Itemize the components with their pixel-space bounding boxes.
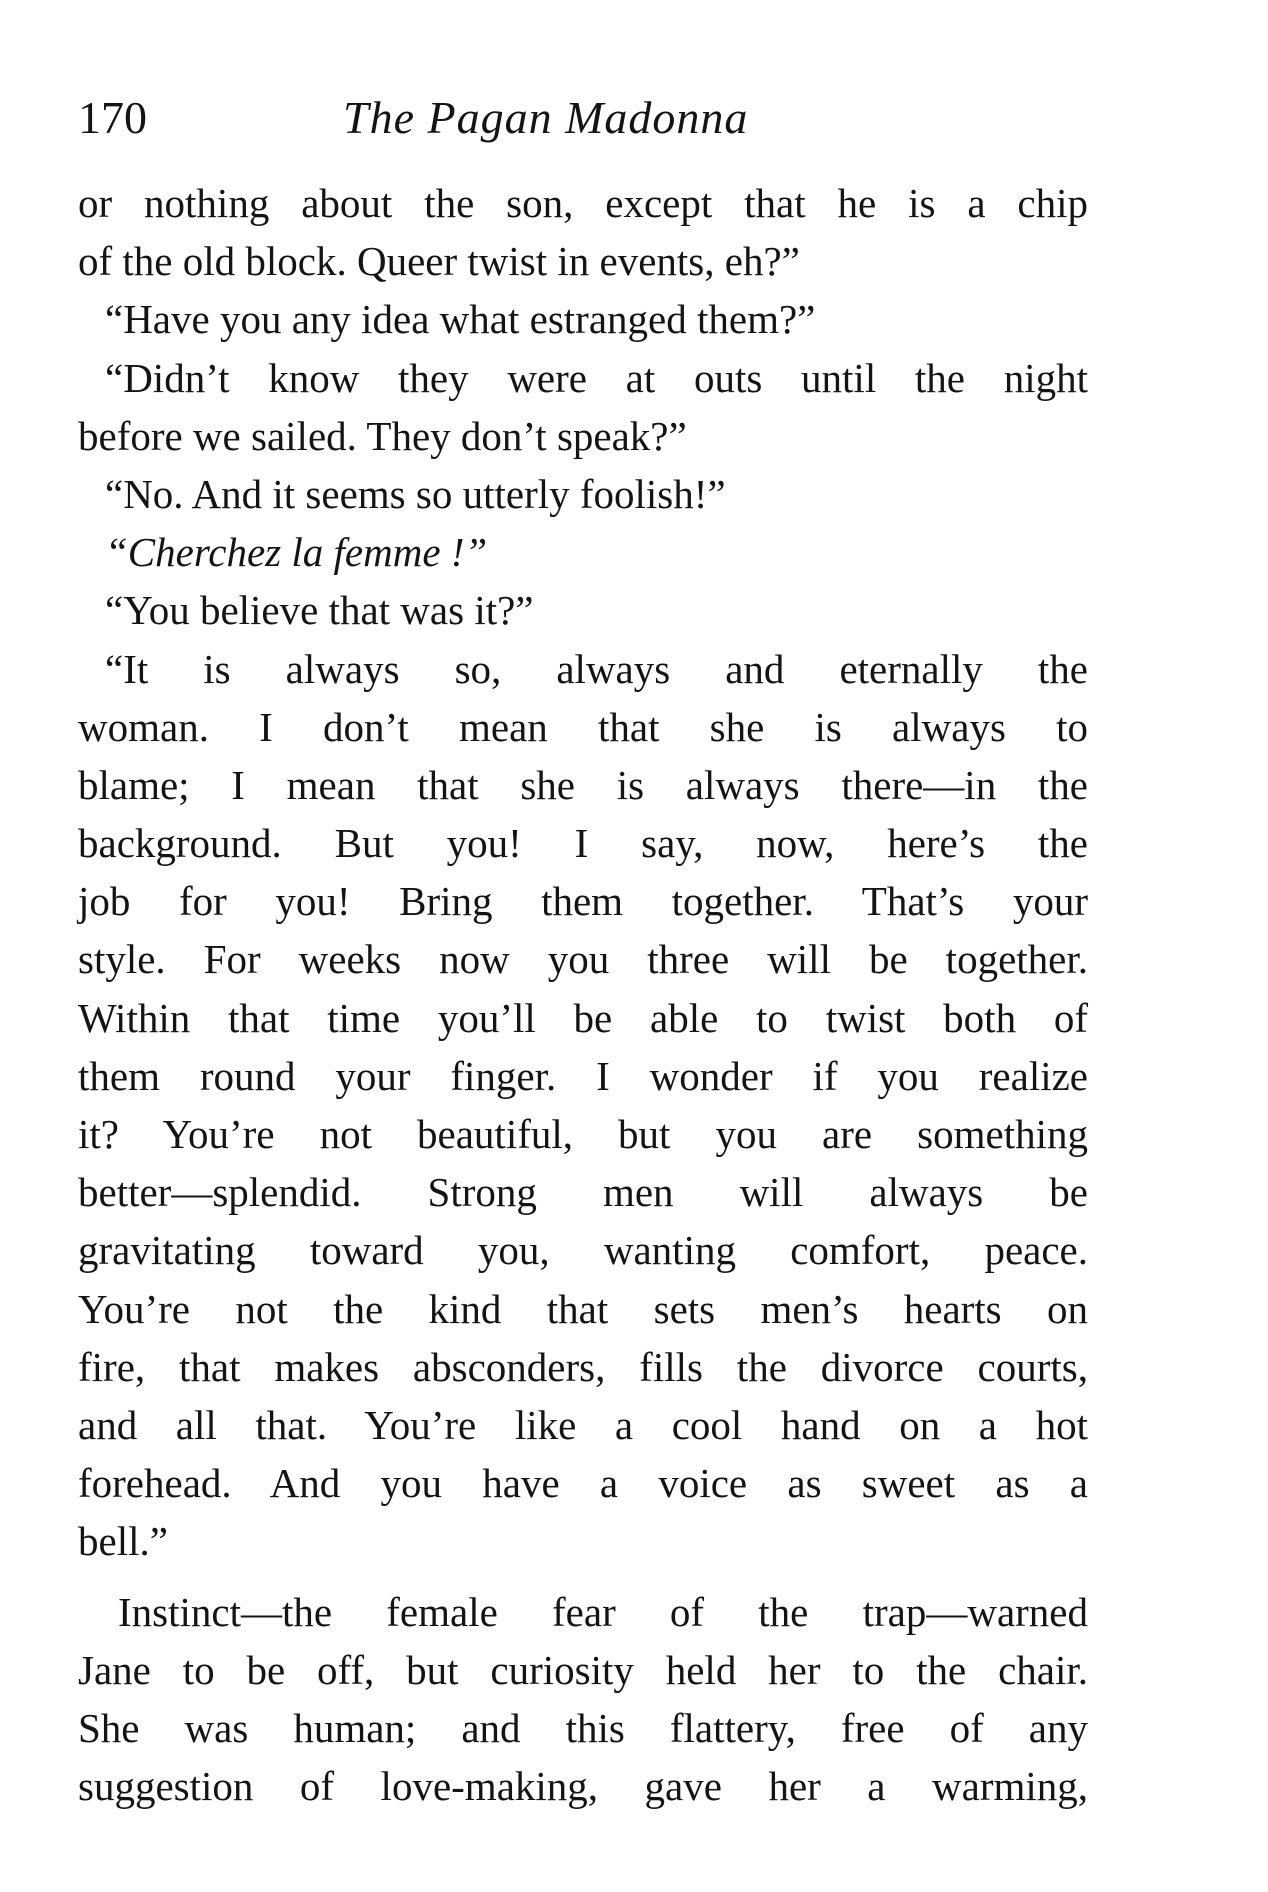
text-line: blame; I mean that she is always there—in the bbox=[78, 761, 1088, 808]
text-line: of the old block. Queer twist in events, eh?” bbox=[78, 238, 800, 285]
text-line: them round your finger. I wonder if you realize bbox=[78, 1052, 1088, 1099]
text-line: woman. I don’t mean that she is always to bbox=[78, 703, 1088, 750]
text-line: style. For weeks now you three will be together. bbox=[78, 936, 1088, 983]
book-title: The Pagan Madonna bbox=[343, 92, 749, 143]
text-line: better—splendid. Strong men will always be bbox=[78, 1169, 1088, 1216]
body-text bbox=[78, 174, 1088, 1815]
text-line: it? You’re not beautiful, but you are something bbox=[78, 1111, 1088, 1157]
text-line: Within that time you’ll be able to twist both of bbox=[78, 994, 1088, 1041]
page-number: 170 bbox=[78, 92, 147, 143]
text-line: or nothing about the son, except that he is a chip bbox=[78, 180, 1088, 226]
text-line: gravitating toward you, wanting comfort, peace. bbox=[78, 1227, 1088, 1274]
text-line: “You believe that was it?” bbox=[105, 587, 534, 634]
text-line: “No. And it seems so utterly foolish!” bbox=[105, 470, 726, 517]
text-line: background. But you! I say, now, here’s the bbox=[78, 820, 1088, 867]
text-line: Instinct—the female fear of the trap—warned bbox=[118, 1588, 1088, 1635]
text-line: job for you! Bring them together. That’s your bbox=[78, 878, 1088, 925]
text-line: bell.” bbox=[78, 1518, 168, 1565]
text-line: suggestion of love-making, gave her a warming, bbox=[78, 1763, 1088, 1810]
text-line: “Have you any idea what estranged them?” bbox=[105, 296, 816, 343]
text-line: “Didn’t know they were at outs until the night bbox=[105, 354, 1088, 401]
text-line: “Cherchez la femme !” bbox=[105, 529, 488, 576]
text-line: before we sailed. They don’t speak?” bbox=[78, 412, 687, 459]
text-line: forehead. And you have a voice as sweet as a bbox=[78, 1460, 1088, 1507]
text-line: You’re not the kind that sets men’s hearts on bbox=[78, 1285, 1088, 1332]
text-line: fire, that makes absconders, fills the divorce courts, bbox=[78, 1343, 1088, 1390]
running-head bbox=[78, 88, 1088, 148]
text-line: “It is always so, always and eternally the bbox=[105, 645, 1088, 692]
text-line: She was human; and this flattery, free of any bbox=[78, 1704, 1088, 1751]
paragraph-gap bbox=[78, 1571, 1088, 1583]
text-line: and all that. You’re like a cool hand on a hot bbox=[78, 1401, 1088, 1448]
text-line: Jane to be off, but curiosity held her to the chair. bbox=[78, 1646, 1088, 1693]
